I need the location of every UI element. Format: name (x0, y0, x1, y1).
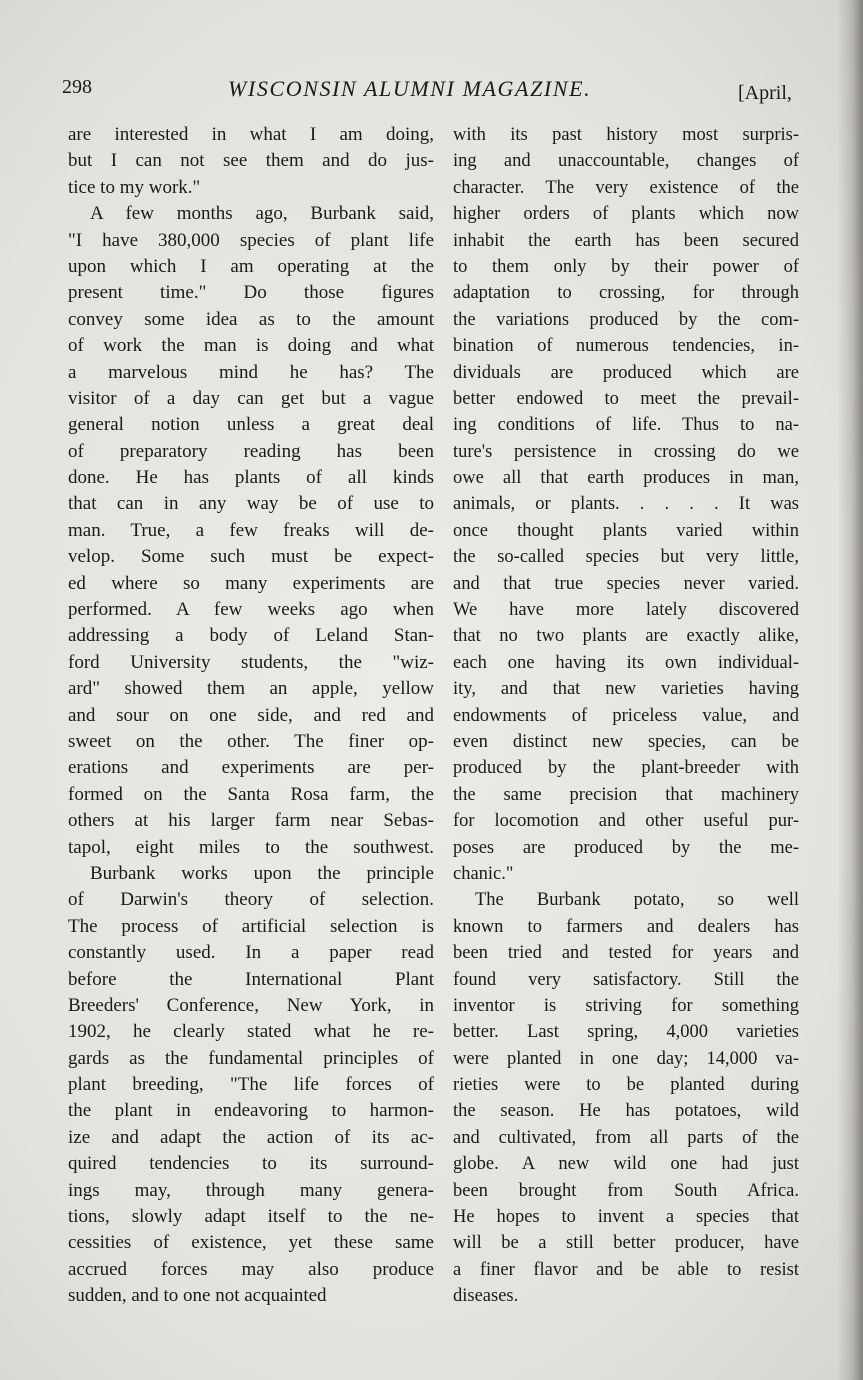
text-line: 1902, he clearly stated what he re- (68, 1021, 434, 1043)
text-line: the same precision that machinery (453, 784, 799, 805)
text-line: the plant in endeavoring to harmon- (68, 1100, 434, 1122)
text-line: We have more lately discovered (453, 600, 799, 621)
text-line: present time." Do those figures (68, 282, 434, 304)
text-line: that can in any way be of use to (68, 493, 434, 515)
text-line: been tried and tested for years and (453, 943, 799, 964)
text-line: once thought plants varied within (453, 520, 799, 541)
text-line: poses are produced by the me- (453, 837, 799, 858)
text-line: The process of artificial selection is (68, 915, 434, 937)
text-line: rieties were to be planted during (453, 1075, 799, 1096)
text-line: produced by the plant-breeder with (453, 758, 799, 779)
text-line: each one having its own individual- (453, 652, 799, 673)
text-line: diseases. (453, 1286, 519, 1307)
text-line: Breeders' Conference, New York, in (68, 994, 434, 1016)
text-line: done. He has plants of all kinds (68, 467, 434, 489)
text-line: and cultivated, from all parts of the (453, 1127, 799, 1148)
text-line: others at his larger farm near Sebas- (68, 810, 434, 832)
text-line: for locomotion and other useful pur- (453, 811, 799, 832)
text-line: were planted in one day; 14,000 va- (453, 1048, 799, 1069)
text-line: formed on the Santa Rosa farm, the (68, 783, 434, 805)
text-line: of preparatory reading has been (68, 440, 434, 462)
text-line: gards as the fundamental principles of (68, 1047, 434, 1069)
running-title: WISCONSIN ALUMNI MAGAZINE. (228, 76, 592, 101)
text-line: man. True, a few freaks will de- (68, 519, 434, 541)
text-line: to them only by their power of (453, 256, 799, 277)
text-line: ings may, through many genera- (68, 1179, 434, 1201)
text-line: ture's persistence in crossing do we (453, 441, 799, 462)
text-line: that no two plants are exactly alike, (453, 626, 799, 647)
text-line: and sour on one side, and red and (68, 704, 434, 726)
text-line: chanic." (453, 863, 514, 884)
text-line: sudden, and to one not acquainted (68, 1285, 327, 1307)
text-line: will be a still better producer, have (453, 1233, 799, 1254)
text-line: owe all that earth produces in man, (453, 468, 799, 489)
text-line: a finer flavor and be able to resist (453, 1259, 799, 1280)
right-text-column (453, 122, 799, 1310)
text-line: tions, slowly adapt itself to the ne- (68, 1206, 434, 1228)
text-line: and that true species never varied. (453, 573, 799, 594)
text-line: been brought from South Africa. (453, 1180, 799, 1201)
text-line: even distinct new species, can be (453, 731, 799, 752)
text-line: better endowed to meet the prevail- (453, 388, 799, 409)
text-line: of Darwin's theory of selection. (68, 889, 434, 911)
text-line: bination of numerous tendencies, in- (453, 336, 799, 357)
text-line: ity, and that new varieties having (453, 679, 799, 700)
book-spine-shadow (837, 0, 863, 1380)
left-text-column (68, 122, 434, 1310)
text-line: but I can not see them and do jus- (68, 150, 434, 172)
text-line: inventor is striving for something (453, 995, 799, 1016)
text-line: globe. A new wild one had just (453, 1154, 799, 1175)
text-line: performed. A few weeks ago when (68, 599, 434, 621)
text-line: are interested in what I am doing, (68, 124, 434, 145)
text-line: before the International Plant (68, 968, 434, 990)
text-line: A few months ago, Burbank said, (90, 203, 434, 225)
text-line: cessities of existence, yet these same (68, 1232, 434, 1254)
text-line: visitor of a day can get but a vague (68, 387, 434, 409)
running-header (62, 76, 822, 106)
running-date: [April, (738, 82, 792, 104)
text-line: found very satisfactory. Still the (453, 969, 799, 990)
text-line: a marvelous mind he has? The (68, 361, 434, 383)
text-line: sweet on the other. The finer op- (68, 730, 434, 752)
text-line: better. Last spring, 4,000 varieties (453, 1022, 799, 1043)
text-line: ard" showed them an apple, yellow (68, 678, 434, 700)
text-line: the season. He has potatoes, wild (453, 1101, 799, 1122)
text-line: Burbank works upon the principle (90, 862, 434, 884)
text-line: known to farmers and dealers has (453, 916, 799, 937)
text-line: accrued forces may also produce (68, 1258, 434, 1280)
text-line: adaptation to crossing, for through (453, 283, 799, 304)
text-line: quired tendencies to its surround- (68, 1153, 434, 1175)
text-line: addressing a body of Leland Stan- (68, 625, 434, 647)
text-line: the so-called species but very little, (453, 547, 799, 568)
text-line: upon which I am operating at the (68, 255, 434, 277)
text-line: ford University students, the "wiz- (68, 651, 434, 673)
text-line: ize and adapt the action of its ac- (68, 1126, 434, 1148)
text-line: general notion unless a great deal (68, 414, 434, 436)
text-line: He hopes to invent a species that (453, 1207, 799, 1228)
text-line: convey some idea as to the amount (68, 308, 434, 330)
text-line: higher orders of plants which now (453, 204, 799, 225)
text-line: of work the man is doing and what (68, 335, 434, 357)
text-line: tice to my work." (68, 176, 201, 198)
text-line: erations and experiments are per- (68, 757, 434, 779)
text-line: ed where so many experiments are (68, 572, 434, 594)
text-line: inhabit the earth has been secured (453, 230, 799, 251)
text-line: endowments of priceless value, and (453, 705, 799, 726)
text-line: dividuals are produced which are (453, 362, 799, 383)
text-line: tapol, eight miles to the southwest. (68, 836, 434, 858)
text-line: ing and unaccountable, changes of (453, 151, 799, 172)
page-number: 298 (62, 76, 92, 98)
text-line: the variations produced by the com- (453, 309, 799, 330)
text-line: character. The very existence of the (453, 177, 799, 198)
text-line: constantly used. In a paper read (68, 942, 434, 964)
text-line: The Burbank potato, so well (475, 890, 799, 911)
text-line: velop. Some such must be expect- (68, 546, 434, 568)
text-line: with its past history most surpris- (453, 125, 799, 145)
text-line: "I have 380,000 species of plant life (68, 229, 434, 251)
text-line: ing conditions of life. Thus to na- (453, 415, 799, 436)
text-line: animals, or plants. . . . . It was (453, 494, 799, 515)
text-line: plant breeding, "The life forces of (68, 1074, 434, 1096)
